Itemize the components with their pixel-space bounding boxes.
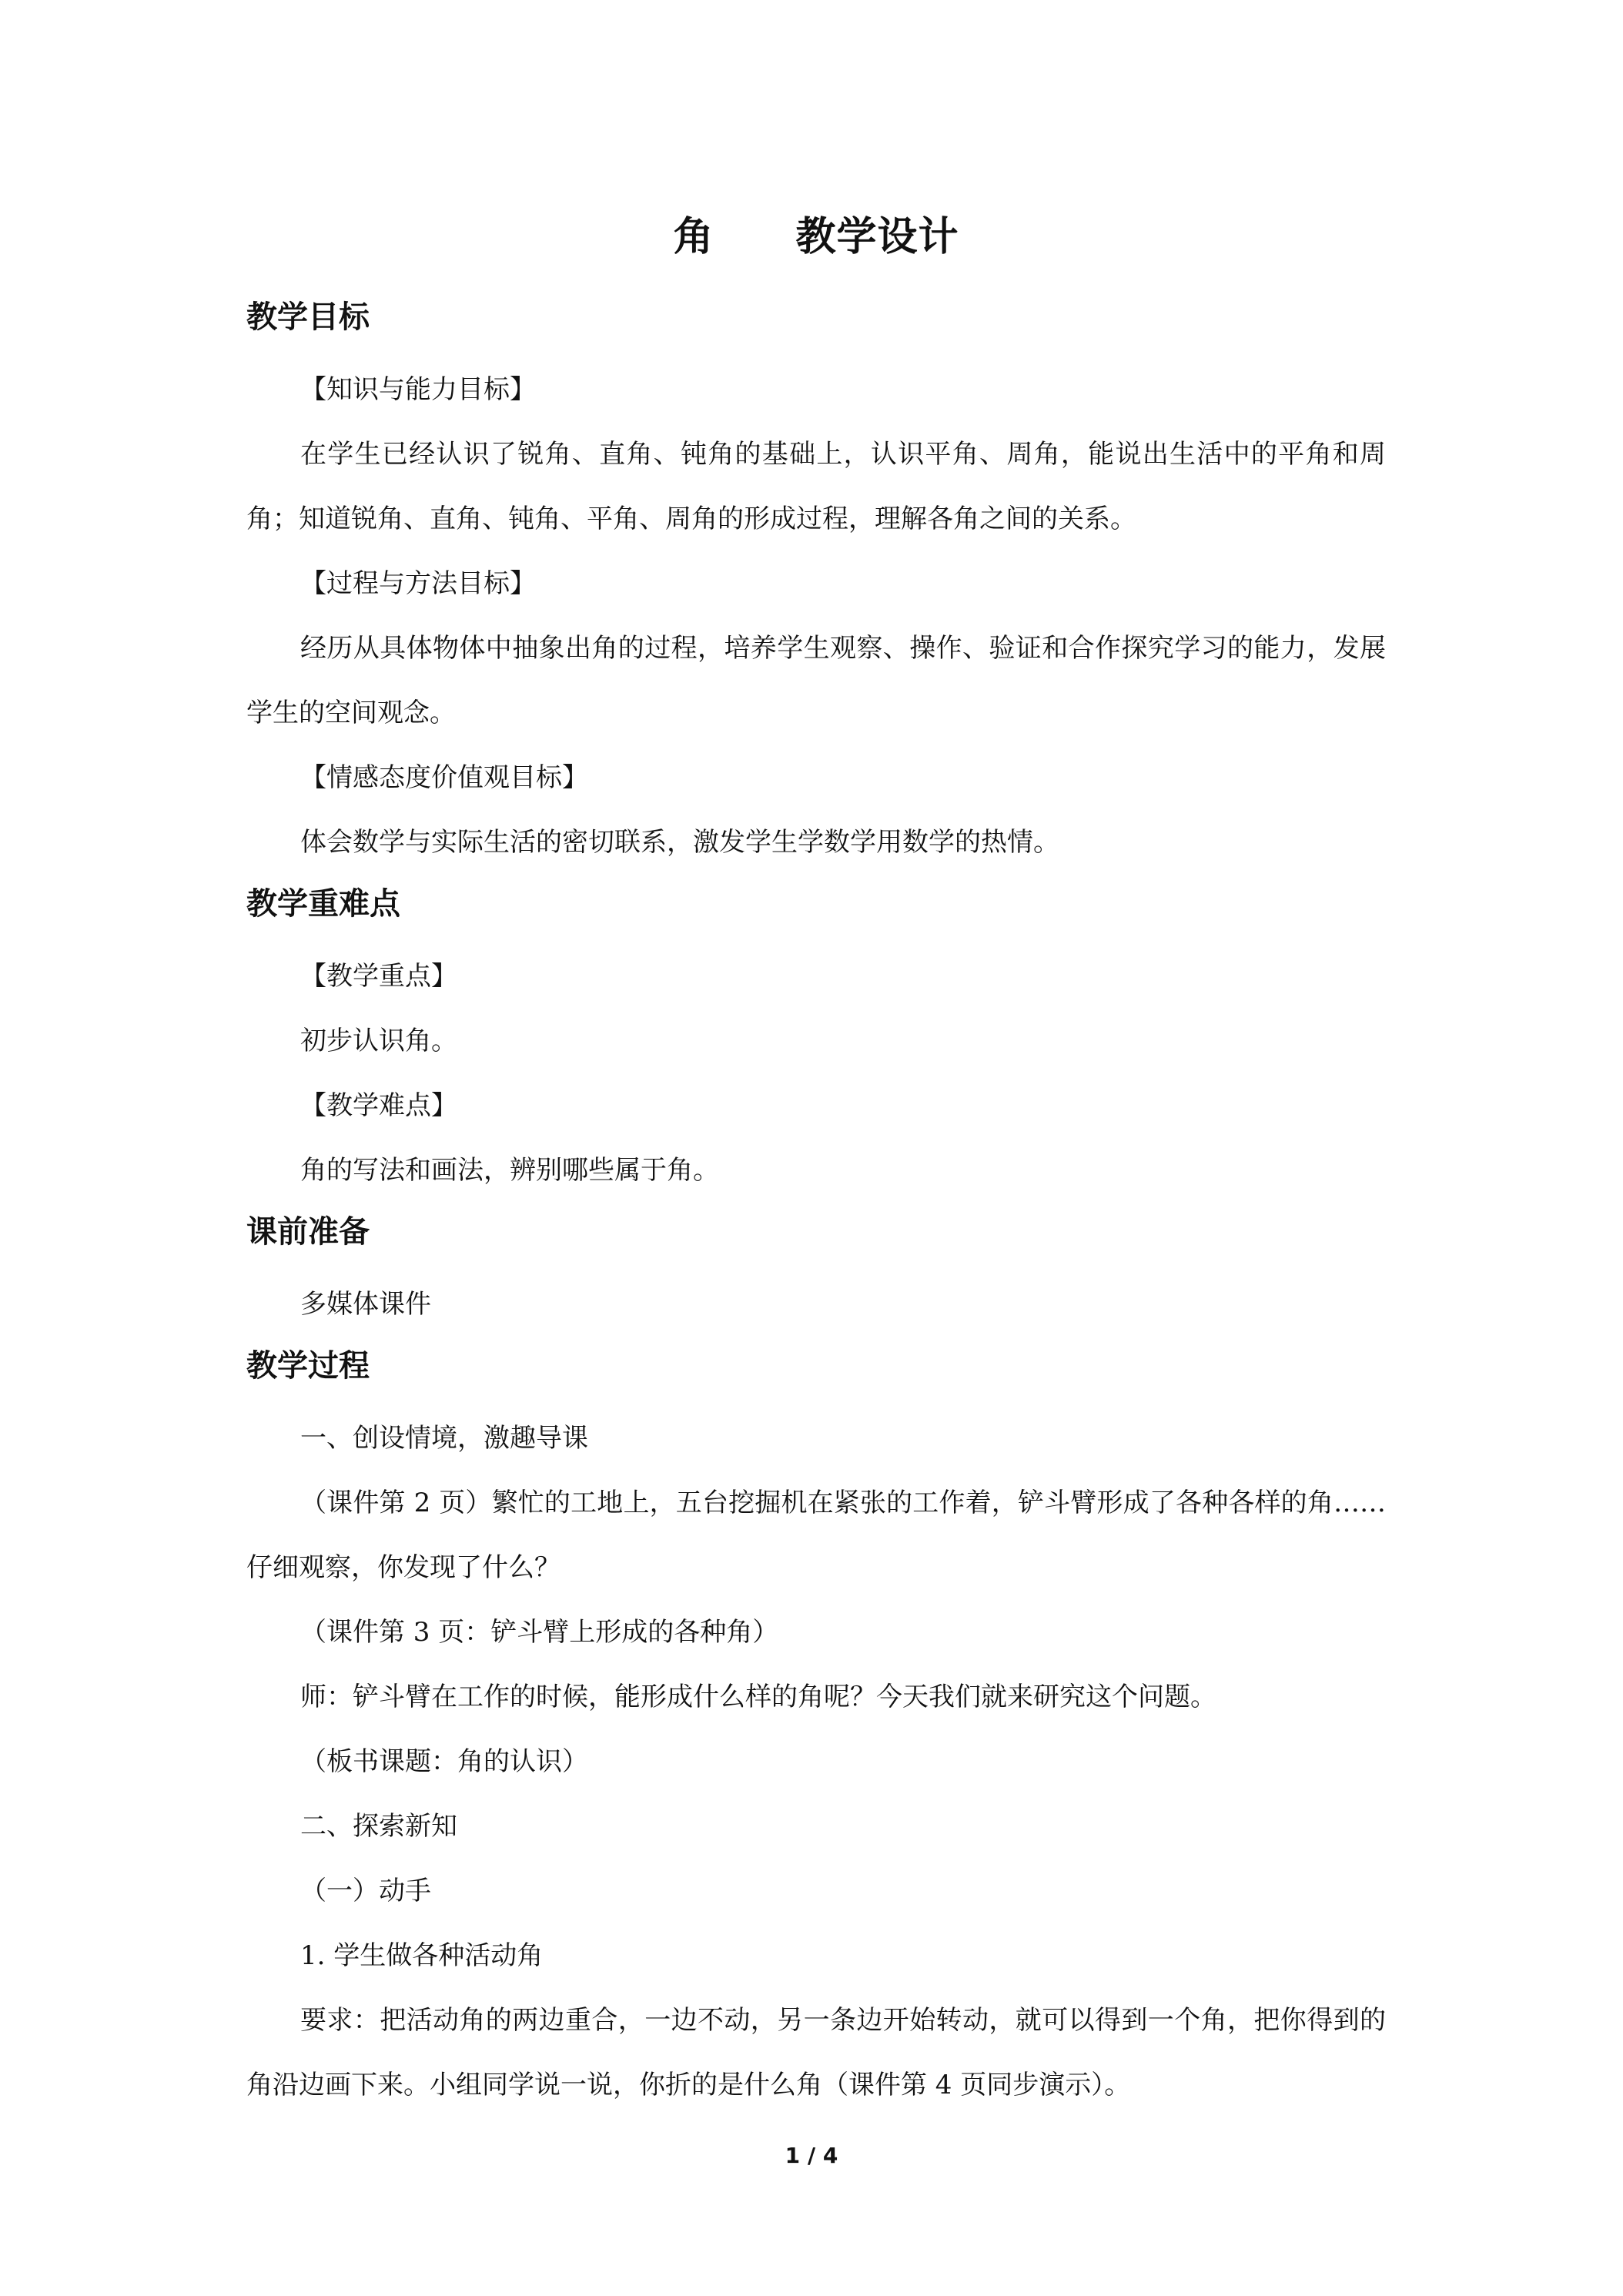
paragraph: 一、创设情境，激趣导课: [300, 1423, 588, 1454]
section-heading: 课前准备: [246, 1214, 370, 1250]
paragraph: （课件第 2 页）繁忙的工地上，五台挖掘机在紧张的工作着，铲斗臂形成了各种各样的角……仔细观察，你发现了什么？: [246, 1488, 1386, 1583]
document-title: 角 教学设计: [673, 214, 959, 260]
paragraph: 要求：把活动角的两边重合，一边不动，另一条边开始转动，就可以得到一个角，把你得到的角沿边画下来。小组同学说一说，你折的是什么角（课件第 4 页同步演示）。: [246, 2005, 1386, 2100]
section-heading: 教学目标: [246, 300, 370, 335]
paragraph: 【情感态度价值观目标】: [300, 762, 588, 793]
paragraph: 1. 学生做各种活动角: [300, 1940, 544, 1971]
paragraph: （一）动手: [300, 1876, 431, 1906]
paragraph: 经历从具体物体中抽象出角的过程，培养学生观察、操作、验证和合作探究学习的能力，发展学生的空间观念。: [246, 633, 1386, 728]
document-content: [246, 208, 1386, 2124]
paragraph: 初步认识角。: [300, 1026, 457, 1056]
paragraph: 体会数学与实际生活的密切联系，激发学生学数学用数学的热情。: [300, 827, 1059, 858]
section-heading: 教学重难点: [246, 886, 400, 922]
paragraph: 师：铲斗臂在工作的时候，能形成什么样的角呢？今天我们就来研究这个问题。: [300, 1682, 1216, 1712]
paragraph: （课件第 3 页：铲斗臂上形成的各种角）: [300, 1617, 779, 1648]
sections-container: [246, 294, 1386, 2117]
paragraph: 【过程与方法目标】: [300, 568, 536, 599]
paragraph: 多媒体课件: [300, 1289, 431, 1320]
section-block: [246, 1209, 1386, 1337]
section-block: [246, 881, 1386, 1203]
page-number: 1 / 4: [785, 2143, 838, 2168]
paragraph: 二、探索新知: [300, 1811, 457, 1842]
section-heading: 教学过程: [246, 1348, 370, 1384]
paragraph: （板书课题：角的认识）: [300, 1746, 588, 1777]
paragraph: 角的写法和画法，辨别哪些属于角。: [300, 1155, 719, 1186]
paragraph: 【教学难点】: [300, 1090, 457, 1121]
section-block: [246, 294, 1386, 875]
section-block: [246, 1343, 1386, 2117]
paragraph: 【教学重点】: [300, 961, 457, 992]
paragraph: 【知识与能力目标】: [300, 374, 536, 405]
paragraph: 在学生已经认识了锐角、直角、钝角的基础上，认识平角、周角，能说出生活中的平角和周角；知道锐角、直角、钝角、平角、周角的形成过程，理解各角之间的关系。: [246, 439, 1386, 534]
